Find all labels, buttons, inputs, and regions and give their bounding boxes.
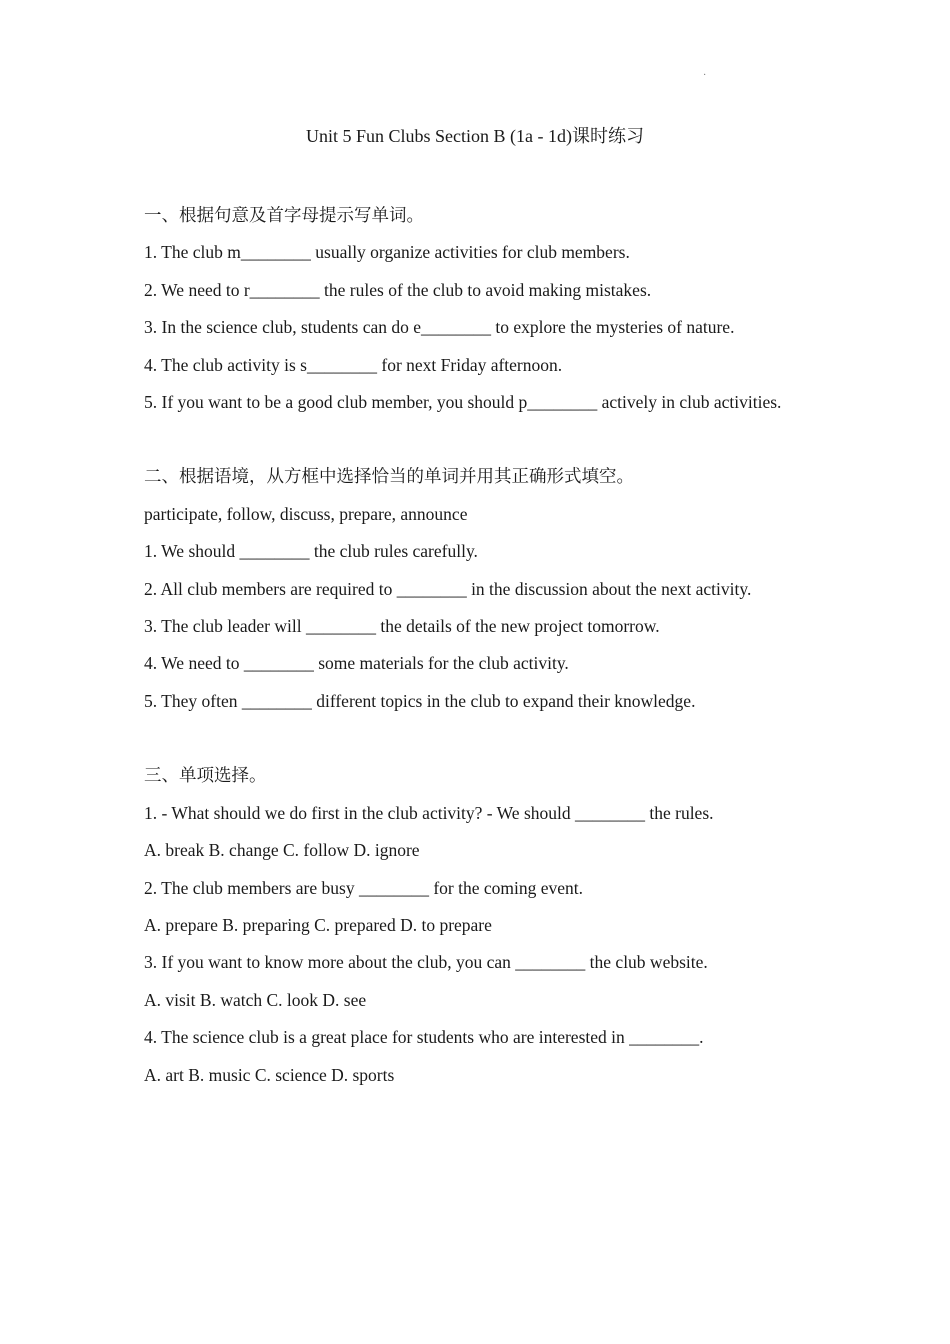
section-heading: 三、单项选择。 (144, 765, 267, 786)
question-stem: 2. The club members are busy ________ for the coming event. (144, 877, 584, 898)
section-3 (144, 757, 808, 1094)
question-stem: 4. The science club is a great place for students who are interested in ________. (144, 1027, 704, 1048)
answer-options: A. visit B. watch C. look D. see (144, 989, 367, 1010)
answer-options: A. break B. change C. follow D. ignore (144, 840, 420, 861)
worksheet-title: Unit 5 Fun Clubs Section B (1a - 1d)课时练习 (306, 126, 644, 146)
worksheet-body (144, 197, 808, 1094)
section-heading: 二、根据语境，从方框中选择恰当的单词并用其正确形式填空。 (144, 466, 634, 487)
question-item: 5. If you want to be a good club member, you should p________ actively in club activities. (144, 392, 782, 413)
question-item: 3. In the science club, students can do e________ to explore the mysteries of nature. (144, 317, 735, 338)
question-item: 2. We need to r________ the rules of the club to avoid making mistakes. (144, 279, 652, 300)
question-item: 4. We need to ________ some materials for the club activity. (144, 653, 569, 674)
answer-options: A. art B. music C. science D. sports (144, 1064, 395, 1085)
question-item: 4. The club activity is s________ for next Friday afternoon. (144, 354, 563, 375)
question-item: 5. They often ________ different topics in the club to expand their knowledge. (144, 690, 696, 711)
corner-mark: · (703, 70, 707, 81)
question-item: 1. We should ________ the club rules carefully. (144, 541, 478, 562)
question-stem: 1. - What should we do first in the club activity? - We should ________ the rules. (144, 802, 714, 823)
question-item: 2. All club members are required to ________ in the discussion about the next activity. (144, 578, 752, 599)
word-bank: participate, follow, discuss, prepare, announce (144, 503, 468, 524)
section-1 (144, 197, 808, 421)
question-stem: 3. If you want to know more about the club, you can ________ the club website. (144, 952, 708, 973)
question-item: 1. The club m________ usually organize activities for club members. (144, 242, 630, 263)
section-2 (144, 458, 808, 720)
section-heading: 一、根据句意及首字母提示写单词。 (144, 205, 424, 225)
question-item: 3. The club leader will ________ the details of the new project tomorrow. (144, 616, 660, 637)
answer-options: A. prepare B. preparing C. prepared D. to prepare (144, 914, 492, 935)
